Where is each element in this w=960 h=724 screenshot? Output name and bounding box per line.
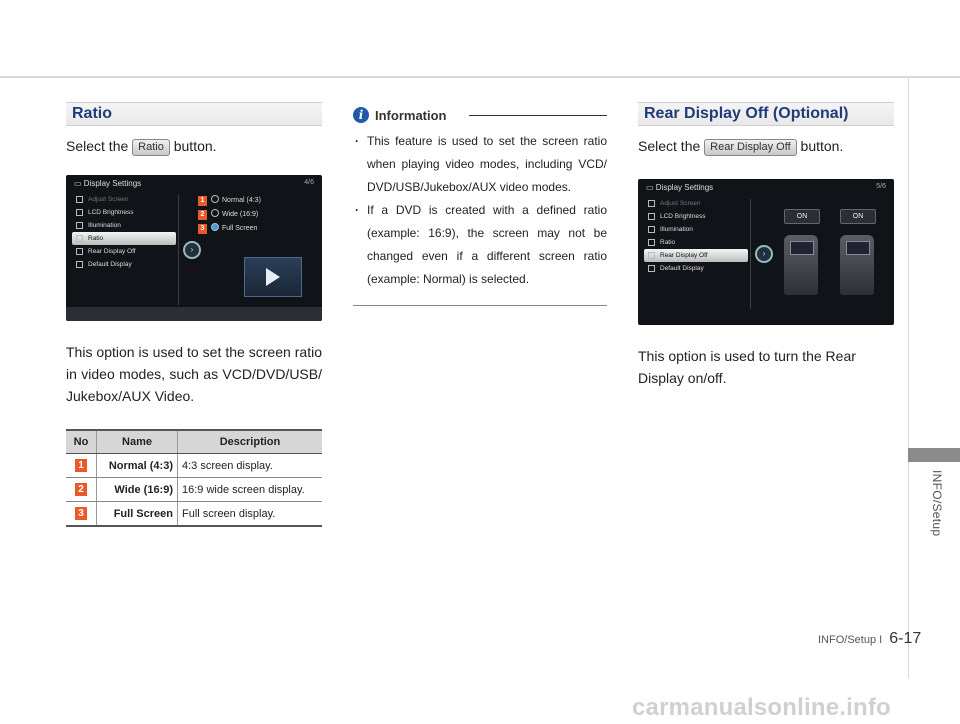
ratio-button[interactable]: Ratio	[132, 139, 170, 156]
option-wide[interactable]: 2 Wide (16:9)	[198, 209, 258, 219]
radio-icon	[211, 209, 219, 217]
page-number: 6-17	[889, 630, 922, 647]
rear-seat-right-icon	[840, 235, 874, 295]
menu-icon	[76, 235, 83, 242]
list-item: · This feature is used to set the screen ratio when playing video modes, including VCD/ DVD/USB/Jukebox/AUX video modes.	[353, 130, 607, 199]
rear-display-off-button[interactable]: Rear Display Off	[704, 139, 797, 156]
rear-display-heading: Rear Display Off (Optional)	[638, 102, 894, 126]
menu-icon	[648, 239, 655, 246]
screen-title: ▭ Display Settings	[74, 179, 142, 188]
row-name: Full Screen	[97, 502, 178, 527]
ratio-screenshot	[66, 175, 322, 321]
lead-text-after: button.	[800, 138, 844, 154]
info-icon: i	[353, 107, 369, 123]
chevron-right-icon[interactable]: ›	[183, 241, 201, 259]
menu-item-rear-display-off[interactable]: Rear Display Off	[644, 249, 748, 262]
side-rule	[908, 78, 909, 678]
screen-divider	[750, 199, 751, 309]
menu-item-ratio[interactable]: Ratio	[72, 232, 176, 245]
table-row	[66, 502, 322, 527]
row-desc: Full screen display.	[178, 502, 323, 527]
menu-item-ratio[interactable]: Ratio	[644, 236, 748, 249]
number-badge: 3	[75, 507, 87, 520]
radio-selected-icon	[211, 223, 219, 231]
information-rule	[469, 115, 608, 116]
menu-icon	[648, 226, 655, 233]
screen-divider	[178, 195, 179, 305]
table-row	[66, 478, 322, 502]
menu-icon	[76, 196, 83, 203]
rear-left-on-button[interactable]: ON	[784, 209, 820, 224]
ratio-heading: Ratio	[66, 102, 322, 126]
rear-seat-left-icon	[784, 235, 818, 295]
menu-icon	[76, 209, 83, 216]
row-name: Normal (4:3)	[97, 454, 178, 478]
screen-page: 4/6	[304, 179, 314, 186]
row-desc: 4:3 screen display.	[178, 454, 323, 478]
col-header-description: Description	[178, 430, 323, 454]
rear-display-section	[638, 100, 894, 389]
ratio-lead	[66, 135, 322, 157]
rear-display-screenshot	[638, 179, 894, 325]
information-title: Information	[375, 107, 447, 123]
page-footer	[818, 630, 921, 648]
side-tab-marker	[908, 448, 960, 462]
number-badge: 2	[75, 483, 87, 496]
menu-icon	[76, 248, 83, 255]
side-tab-label: INFO/Setup	[930, 470, 944, 537]
watermark: carmanualsonline.info	[632, 694, 891, 721]
menu-item-default-display[interactable]: Default Display	[644, 262, 748, 275]
screen-status-bar	[66, 307, 322, 321]
information-list	[353, 130, 607, 291]
radio-icon	[211, 195, 219, 203]
screen-menu	[72, 193, 176, 271]
option-full-screen[interactable]: 3 Full Screen	[198, 223, 257, 233]
col-header-name: Name	[97, 430, 178, 454]
lead-text-before: Select the	[638, 138, 701, 154]
menu-item-lcd-brightness[interactable]: LCD Brightness	[644, 210, 748, 223]
screen-page: 5/6	[876, 183, 886, 190]
menu-icon	[76, 261, 83, 268]
number-badge: 1	[75, 459, 87, 472]
video-play-icon	[244, 257, 302, 297]
list-item: · If a DVD is created with a defined ratio (example: 16:9), the screen may not be changed even if a different screen ratio (example: Normal) is selected.	[353, 199, 607, 291]
row-name: Wide (16:9)	[97, 478, 178, 502]
menu-item-illumination[interactable]: Illumination	[72, 219, 176, 232]
footer-section: INFO/Setup	[818, 634, 877, 646]
chevron-right-icon[interactable]: ›	[755, 245, 773, 263]
rear-display-description: This option is used to turn the Rear Display on/off.	[638, 348, 856, 386]
screen-menu	[644, 197, 748, 275]
menu-item-rear-display-off[interactable]: Rear Display Off	[72, 245, 176, 258]
menu-icon	[648, 252, 655, 259]
rear-display-lead	[638, 135, 894, 157]
menu-icon	[648, 265, 655, 272]
menu-icon	[648, 213, 655, 220]
menu-icon	[648, 200, 655, 207]
screen-title: ▭ Display Settings	[646, 183, 714, 192]
top-rule	[0, 76, 960, 78]
menu-item-illumination[interactable]: Illumination	[644, 223, 748, 236]
ratio-section	[66, 100, 322, 527]
table-row	[66, 454, 322, 478]
information-bottom-rule	[353, 305, 607, 306]
ratio-description: This option is used to set the screen ratio in video modes, such as VCD/DVD/USB/ Jukebox/AUX Video.	[66, 344, 322, 404]
lead-text-after: button.	[173, 138, 217, 154]
menu-item-default-display[interactable]: Default Display	[72, 258, 176, 271]
ratio-table	[66, 429, 322, 527]
footer-separator: I	[879, 634, 883, 646]
information-header	[353, 104, 607, 126]
menu-item-lcd-brightness[interactable]: LCD Brightness	[72, 206, 176, 219]
menu-item-adjust-screen[interactable]: Adjust Screen	[72, 193, 176, 206]
lead-text-before: Select the	[66, 138, 129, 154]
col-header-no: No	[66, 430, 97, 454]
information-section	[353, 104, 607, 306]
menu-item-adjust-screen[interactable]: Adjust Screen	[644, 197, 748, 210]
option-normal[interactable]: 1 Normal (4:3)	[198, 195, 261, 205]
rear-right-on-button[interactable]: ON	[840, 209, 876, 224]
row-desc: 16:9 wide screen display.	[178, 478, 323, 502]
menu-icon	[76, 222, 83, 229]
